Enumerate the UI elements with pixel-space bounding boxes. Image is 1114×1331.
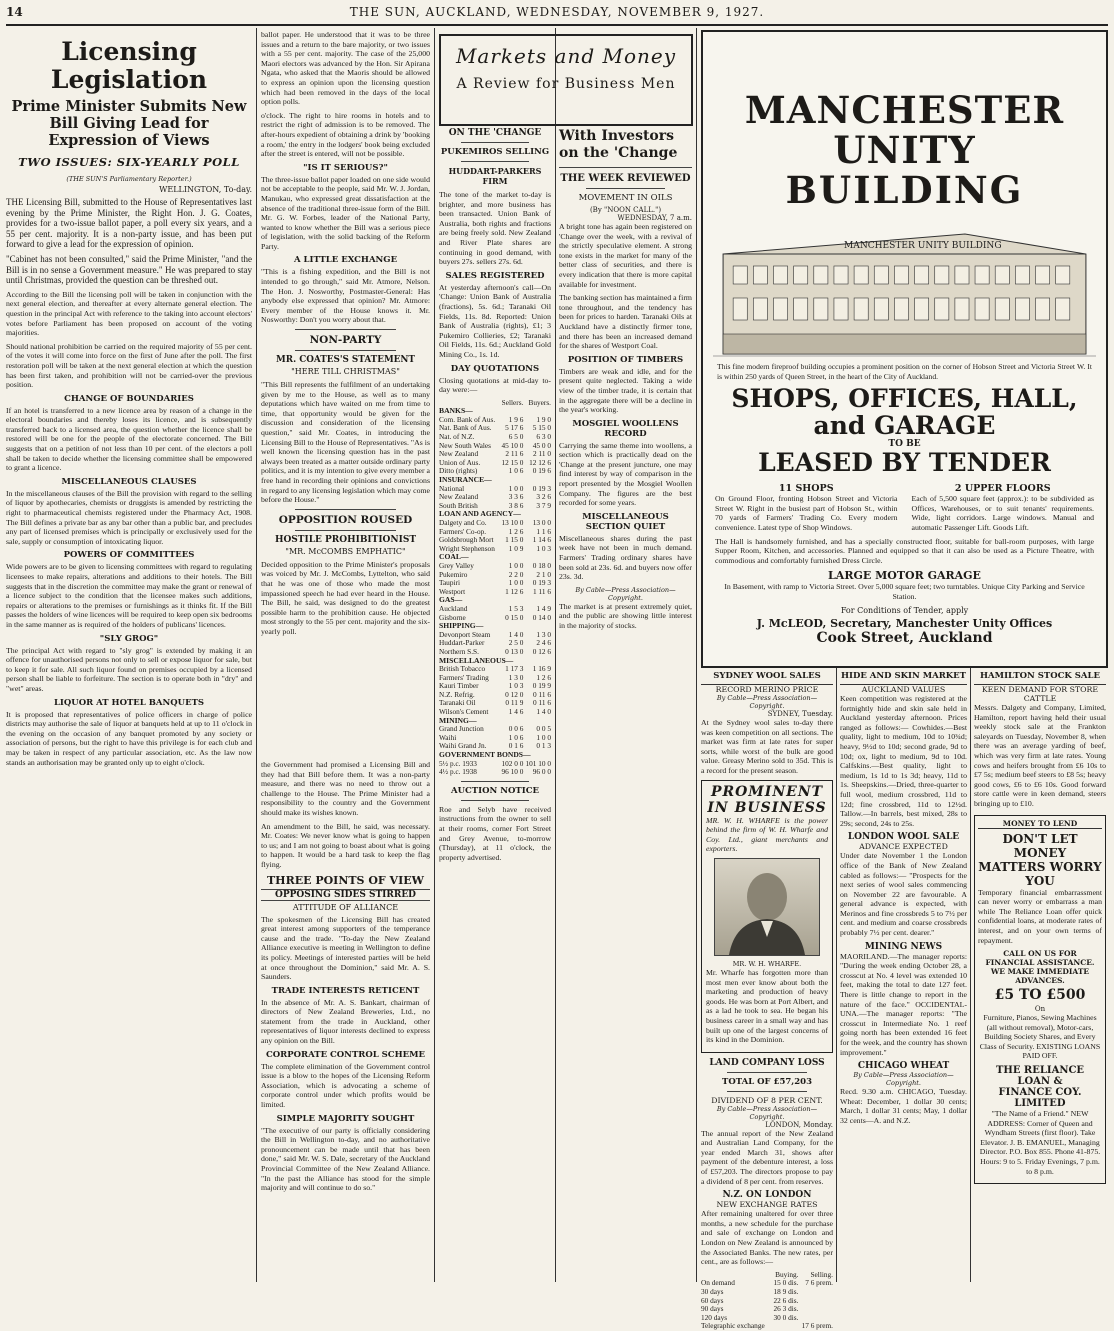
tobe-headline: TO BE xyxy=(888,439,921,450)
quote-group-row: LOAN AND AGENCY— xyxy=(439,509,521,519)
money-address: "The Name of a Friend." NEW ADDRESS: Corner of Queen and Wyndham Streets (first floor). Take Elevator. J. B. EMANUEL, Managing Director. P.O. Box 855. Phone 41-875. Hours: 9 to 5. Friday Evenings, 7 p.m. to 8 p.m. xyxy=(979,1109,1101,1176)
investors-cable: By Cable—Press Association—Copyright. xyxy=(575,585,676,602)
col-buying: Buying. xyxy=(775,1269,799,1279)
portrait-drawing xyxy=(715,859,819,955)
quote-row: Goldsbrough Mort 1 15 0 1 14 6 xyxy=(439,535,551,545)
col-sellers: Sellers. xyxy=(501,397,524,407)
markets-header-box xyxy=(439,34,693,126)
week-head: THE WEEK REVIEWED xyxy=(560,173,691,184)
prominent-title: PROMINENT IN BUSINESS xyxy=(707,783,827,816)
subhead: "IS IT SERIOUS?" xyxy=(303,162,388,173)
article-para: The spokesmen of the Licensing Bill has created great interest among supporters of the temperance cause and the trade. "To-day the New Zealand Alliance executive is meeting in Wellington to define its policy. Meetings of interested parties will be held at once throughout the Dominion," said Mr. A. S. Saunders. xyxy=(261,914,430,982)
coates-head: MR. COATES'S STATEMENT xyxy=(276,355,415,366)
licensing-deck: Prime Minister Submits New Bill Giving Lead for Expression of Views xyxy=(11,98,247,149)
money-on: On xyxy=(1034,1005,1046,1014)
money-company1: THE RELIANCE LOAN & xyxy=(995,1065,1085,1088)
quote-row: Northern S.S. 0 13 0 0 12 6 xyxy=(439,646,551,656)
building-caption: This fine modern fireproof building occupies a prominent position on the corner of Hobson Street and Victoria Street W. It is within 250 yards of Queen Street, in the heart of the City of Auckland. xyxy=(717,362,1092,381)
huddart-head: HUDDART-PARKERS FIRM xyxy=(448,166,542,186)
nonparty-head: NON-PARTY xyxy=(309,334,382,347)
hamilton-head: HAMILTON STOCK SALE xyxy=(974,668,1106,685)
quote-row: Pukemiro 2 2 0 2 1 0 xyxy=(439,569,551,579)
attitude-kicker: ATTITUDE OF ALLIANCE xyxy=(292,902,399,912)
mining-para: MAORILAND.—The manager reports: "During the week ending October 28, a crosscut at No. 4 level was extended 10 feet, making the total to date 127 feet. There is little change to report in the nature of the face." OCCIDENTAL-UNA.—The manager reports: "The crosscut in Intermediate No. 1 reef going north has been extended 16 feet for the week, and the country has shown improvement." xyxy=(840,951,967,1057)
quote-row: Waihi Grand Jn. 0 1 6 0 1 3 xyxy=(439,741,551,751)
quote-row: Farmers' Trading 1 3 0 1 2 6 xyxy=(439,672,551,682)
building-sign-text: MANCHESTER UNITY BUILDING xyxy=(844,241,1002,251)
auction-head: AUCTION NOTICE xyxy=(451,785,539,796)
article-para: o'clock. The right to hire rooms in hotels and to restrict the right of admission is to be removed. The after-hours expedient of obtaining a drink by 'booking a room,' the entry in the lodgers' book being excluded after the street is entered, will not be possible. xyxy=(261,110,430,159)
prominent-box xyxy=(701,780,833,1053)
quote-row: New South Wales 45 10 0 45 0 0 xyxy=(439,440,551,450)
lower-right-column xyxy=(974,668,1106,1282)
exchange-sub: NEW EXCHANGE RATES xyxy=(716,1200,818,1210)
mccombs-kicker: "MR. McCOMBS EMPHATIC" xyxy=(285,546,406,556)
article-para: "The executive of our party is officially considering the Bill in Wellington to-day, and no authoritative pronouncement can be made until that has been done," said Mr. W. S. Dale, secretary of the Auckland Provincial Committee of the New Zealand Alliance. "In the past the Alliance has stood for the simple majority and will continue to do so." xyxy=(261,1125,430,1193)
masthead xyxy=(6,0,1108,26)
investors-para: Miscellaneous shares during the past week have not been in much demand. Farmers' Trading ordinary shares have been sold at 23s. 6d. and buyers now offer 23s. 3d. xyxy=(559,533,692,582)
quote-row: Westport 1 12 6 1 11 6 xyxy=(439,586,551,596)
investors-column xyxy=(559,128,692,1282)
exchange-row: 30 days 18 9 dis. xyxy=(701,1287,799,1296)
col-selling: Selling. xyxy=(810,1269,833,1279)
exchange-row: 60 days 22 6 dis. xyxy=(701,1295,799,1305)
pukemiros-head: PUKEMIROS SELLING xyxy=(440,147,550,157)
licensing-para: Wide powers are to be given to licensing committees with regard to regulating licensees to make repairs, alterations and additions to their hotels. The Bill suggests that in the discretion the committee may make the grant or renewal of a licence subject to the condition that the licensee makes such additions, repairs or alterations to the premises or furnishings as it thinks fit. If the Bill passes the holders of wine licences will be required to keep open six bedrooms in the same manner as is required of the holders of publicans' licences. xyxy=(6,562,252,629)
shops-feature xyxy=(715,483,898,536)
licensing-kicker: TWO ISSUES: SIX-YEARLY POLL xyxy=(18,155,240,169)
investors-dateline: WEDNESDAY, 7 a.m. xyxy=(617,214,692,222)
prominent-para2: Mr. Wharfe has forgotten more than most men ever know about both the marketing and production of heavy goods. He was born at Port Albert, and as a lad he took to sea. He began his business career in a small way and has built up one of the largest concerns of its kind in the Dominion. xyxy=(706,967,828,1045)
hide-para: Keen competition was registered at the fortnightly hide and skin sale held in Auckland yesterday afternoon. Prices ranged as follows:— Cowhides.—Best quality, light to medium, 10d to 10¾d; heavy, 9½d to 10d; second grade, 9d to 10d; ox, light to medium, 9d to 10d. Calfskins.—Best quality, light to medium, 1s 1d to 1s 3d; heavy, 11d to 1s. Sheepskins.—Dried, three-quarter to full wool, medium crossbred, 11d to 12d; fine crossbred, 11d to 12½d. Tallow.—In barrels, best mixed, 28s to 29s; second, 24s to 25s. xyxy=(840,694,967,828)
subhead: MOSGIEL WOOLLENS RECORD xyxy=(572,418,679,439)
ad-features xyxy=(703,483,1106,536)
licensing-para: In the miscellaneous clauses of the Bill the provision with regard to the selling of liquor by apothecaries, chemists or druggists is amended by restricting the right to pharmaceutical chemists registered under the Pharmacy Act, 1908. The Bill defines a private bar as any bar other than a public bar, and precludes any part of licensed premises which is principally or exclusively used for the sale, supply or consumption of intoxicating liquor. xyxy=(6,488,252,546)
hostile-head: HOSTILE PROHIBITIONIST xyxy=(274,534,417,545)
xmas-kicker: "HERE TILL CHRISTMAS" xyxy=(291,367,400,377)
shops-headline: SHOPS, OFFICES, HALL, xyxy=(731,384,1078,414)
quote-group-row: MISCELLANEOUS— xyxy=(439,655,514,665)
wheat-head: CHICAGO WHEAT xyxy=(857,1061,950,1072)
hamilton-para: Messrs. Dalgety and Company, Limited, Hamilton, report having held their usual weekly stock sale at the Frankton saleyards on Tuesday, November 8, when there was an average yarding of beef, which was very firm at late rates. Young cows and heifers brought from £6 10s to £7 5s; medium beef steers to £8 5s; heavy good cows, £6 to £6 10s. Good forward store cattle were in keen demand, steers bringing up to £10. xyxy=(974,703,1106,808)
land-total: TOTAL OF £57,203 xyxy=(722,1076,812,1087)
article-para: "This Bill represents the fulfilment of an undertaking given by me to the House, as well as to many deputations which have waited on me from time to time, that opportunity would be given for the discussion and consideration of the licensing question," said Mr. Coates, in introducing the Licensing Bill to the House of Representatives. "As is well known the licensing question has in the past always been treated as a matter outside ordinary party politics, and it is my intention to give every member a free hand in recording their opinions and convictions in regard to any licensing legislation which may come before the House." xyxy=(261,380,430,505)
quote-row: Devonport Steam 1 4 0 1 3 0 xyxy=(439,629,551,639)
hide-sub: AUCKLAND VALUES xyxy=(861,685,946,694)
subhead: "SLY GROG" xyxy=(99,633,159,644)
three-points-article xyxy=(261,760,430,1282)
leased-headline: LEASED BY TENDER xyxy=(758,448,1051,478)
money-security: Furniture, Pianos, Sewing Machines (all without removal), Motor-cars, Building Society Shares, and Every Class of Security. EXISTING LOANS PAID OFF. xyxy=(979,1013,1101,1061)
exchange-row: 90 days 26 3 dis. xyxy=(701,1304,799,1314)
licensing-dateline: WELLINGTON, To-day. xyxy=(159,185,252,194)
change-head: ON THE 'CHANGE xyxy=(448,128,542,138)
quote-row: Huddart-Parker 2 5 0 2 4 6 xyxy=(439,638,551,648)
subhead: DAY QUOTATIONS xyxy=(450,363,540,374)
article-para: Decided opposition to the Prime Minister's proposals was voiced by Mr. J. McCombs, Lyttelton, who said that he was one of those who made the most impassioned speech he had ever heard in the House. The Bill, he said, was designed to do the greatest possible harm to the prohibition cause. He objected most strongly to the 55 per cent. majority and the six-yearly poll. xyxy=(261,559,430,636)
quote-row: British Tobacco 1 17 3 1 16 9 xyxy=(439,664,551,674)
exchange-row: On demand 15 0 dis. 7 6 prem. xyxy=(701,1278,833,1288)
subhead: A LITTLE EXCHANGE xyxy=(293,255,398,266)
money-advance: WE MAKE IMMEDIATE ADVANCES. xyxy=(990,967,1090,986)
quote-row: Waihi 1 0 6 1 0 0 xyxy=(439,732,551,742)
quote-row: Grand Junction 0 0 6 0 0 5 xyxy=(439,724,551,734)
licensing-lead: THE Licensing Bill, submitted to the House of Representatives last evening by the Prime Minister, the Right Hon. J. G. Coates, provides for a two-issue ballot paper, a poll every six years, and a 55 per cent. majority. It is a non-party issue, and has been put forward to give a lead for the expression of opinion. xyxy=(6,197,252,250)
subhead: LIQUOR AT HOTEL BANQUETS xyxy=(53,697,205,708)
quote-row: Wright Stephenson 1 0 9 1 0 3 xyxy=(439,543,551,553)
investors-para: Timbers are weak and idle, and for the present quite neglected. Taking a wide view of the timber trade, it is certain that in the aggregate there will be a decline in the year's working. xyxy=(559,366,692,415)
col-buyers: Buyers. xyxy=(528,397,551,407)
subhead: CHANGE OF BOUNDARIES xyxy=(64,393,194,404)
quote-row: Kauri Timber 1 0 3 0 19 9 xyxy=(439,681,551,691)
quote-row: Taupiri 1 0 0 0 19 3 xyxy=(439,578,551,588)
article-para: ballot paper. He understood that it was to be three issues and a return to the bare majority, or two issues with a 55 per cent. majority. The case of the 25,000 Maori electors was advanced by the Hon. Sir Apirana Ngata, who asked that the Maoris should be allowed to express an opinion upon the licensing question which had been removed in the days of the local option polls. xyxy=(261,30,430,107)
hide-head: HIDE AND SKIN MARKET xyxy=(840,668,967,685)
subhead: MISCELLANEOUS CLAUSES xyxy=(61,476,197,487)
wheat-cable: By Cable—Press Association—Copyright. xyxy=(853,1071,954,1088)
quote-group-row: GAS— xyxy=(439,595,463,605)
hamilton-sub: KEEN DEMAND FOR STORE CATTLE xyxy=(981,685,1099,703)
article-para: In the absence of Mr. A. S. Bankart, chairman of directors of New Zealand Breweries, Ltd., no statement from the trade in Auckland, other representatives of liquor interests declined to express any opinion on the Bill. xyxy=(261,997,430,1046)
upper-feature-head: 2 UPPER FLOORS xyxy=(954,483,1051,495)
motor-text: In Basement, with ramp to Victoria Street. Over 5,000 square feet; two turntables. Unique City Parking and Service Station. xyxy=(724,582,1085,601)
quote-row: Dalgety and Co. 13 10 0 13 0 0 xyxy=(439,518,551,527)
quote-row: National 1 0 0 0 19 3 xyxy=(439,483,551,493)
prominent-para: MR. W. H. WHARFE is the power behind the firm of W. H. Wharfe and Coy. Ltd., giant merchants and exporters. xyxy=(706,815,828,854)
quote-row: Farmers' Co-op. 1 2 6 1 1 6 xyxy=(439,526,551,536)
quote-row: Wilson's Cement 1 4 6 1 4 0 xyxy=(439,707,551,717)
land-dividend: DIVIDEND OF 8 PER CENT. xyxy=(711,1095,823,1105)
markets-para: At yesterday afternoon's call—On 'Change: Union Bank of Australia (fractions), 5s. 6d.; Taranaki Oil Fields, 11s. 8d. Reported: Union Bank of Australia (rights), £1; 3 Pukemiro Collieries, £2; Taranaki Oil Fields, 11s. 6d.; Auckland Gold Mining Co., 1s. 1d. xyxy=(439,282,551,359)
quotations-table xyxy=(439,399,551,777)
markets-para: The tone of the market to-day is brighter, and more business has been transacted. Union Bank of Australia, both rights and fractions are being freely sold. New Zealand and River Plate shares are continuing in good demand, with buyers 27s. sellers 27s. 6d. xyxy=(439,190,551,267)
shops-feature-text: On Ground Floor, fronting Hobson Street and Victoria Street W. Right in the busiest part of Hobson St., within 70 yards of Farmers' Trading Co. Every modern convenience. Latest type of Shop Windows. xyxy=(715,494,898,532)
wool-dateline: SYDNEY, Tuesday. xyxy=(767,710,833,718)
markets-title: Markets and Money xyxy=(455,44,677,68)
exchange-table xyxy=(701,1271,833,1331)
portrait-caption: MR. W. H. WHARFE. xyxy=(732,959,802,968)
building-title: BUILDING xyxy=(785,168,1024,212)
wool-para: At the Sydney wool sales to-day there was keen competition on all sections. The market was firm at late rates for super sorts, while worst of the bulk are good value. Greasy Merino sold to 35d. This is a record for the present season. xyxy=(701,718,833,775)
licensing-byline: (THE SUN'S Parliamentary Reporter.) xyxy=(66,175,192,183)
subhead: SIMPLE MAJORITY SOUGHT xyxy=(276,1113,415,1124)
quote-group-row: SHIPPING— xyxy=(439,621,484,631)
article-para: "This is a fishing expedition, and the Bill is not intended to go through," said Mr. Atmore, Nelson. The Hon. J. Nosworthy, Postmaster-General: Has anybody else expressed that opinion? Mr. Atmore: Every member of the House knows it. Mr. Nosworthy: Don't you worry about that. xyxy=(261,267,430,325)
conditions-text: For Conditions of Tender, apply xyxy=(840,605,969,615)
money-call: CALL ON US FOR FINANCIAL ASSISTANCE. xyxy=(985,949,1095,968)
investors-para: The banking section has maintained a firm tone throughout, and the tendency has been for prices to harden. Taranaki Oils at Auckland have a distinctly firmer tone, and there has been an increased demand for the shares of Westport Coal. xyxy=(559,293,692,351)
licensing-article xyxy=(6,30,252,1282)
page-number: 14 xyxy=(6,5,23,19)
quote-row: Auckland 1 5 3 1 4 9 xyxy=(439,603,551,613)
quote-group-row: GOVERNMENT BONDS— xyxy=(439,750,531,760)
quote-row: Nat. Bank of Aus. 5 17 6 5 15 0 xyxy=(439,423,551,433)
money-company2: FINANCE COY. LIMITED xyxy=(998,1087,1082,1110)
article-para: the Government had promised a Licensing Bill and they had that Bill before them. It was a non-party measure, and there was no need to throw out a challenge to the House. The Prime Minister had a responsibility to the country and the Government should make its wishes known. xyxy=(261,760,430,817)
markets-subtitle: A Review for Business Men xyxy=(456,76,676,92)
quote-row: New Zealand 3 3 6 3 2 6 xyxy=(439,492,551,502)
licensing-para: Should national prohibition be carried on the required majority of 55 per cent. of the votes it will come into force on the first of June after the poll. The first restoration poll will be taken at the next general election at which the question has been first taken, and prohibition will not be carried-over the previous position. xyxy=(6,341,252,390)
hall-text: The Hall is handsomely furnished, and has a specially constructed floor, suitable for ball-room purposes, with large Supper Room, Kitchen, and accessories. Planned and equipped so that it can also be used as a Picture Theatre, with commodious and comfortably furnished Dress Circle. xyxy=(715,536,1094,565)
quote-row: 5½ p.c. 1933 102 0 0 101 10 0 xyxy=(439,758,551,768)
londonwool-para: Under date November 1 the London office of the Bank of New Zealand cabled as follows:— "Prospects for the next series of wool sales commencing on November 22 are favourable. A general advance is expected, with Merinos and fine crossbreds 5 to 7½ per cent. and medium and coarse crossbreds probably 7½ per cent. dearer." xyxy=(840,851,967,938)
masthead-title: THE SUN, AUCKLAND, WEDNESDAY, NOVEMBER 9, 1927. xyxy=(349,5,765,19)
licensing-para: The principal Act with regard to "sly grog" is extended by making it an offence for unauthorised persons not only to sell or expose liquor for sale, but to keep it for sale. All such liquor found on premises occupied by a licensed person shall be liable to forfeiture. The section is to operate both in "dry" and "wet" areas. xyxy=(6,645,252,693)
reliance-loan-ad xyxy=(974,815,1106,1185)
land-dateline: LONDON, Monday. xyxy=(765,1120,833,1129)
mining-head: MINING NEWS xyxy=(864,941,943,952)
money-banner: MONEY TO LEND xyxy=(978,819,1102,829)
opposition-head: OPPOSITION ROUSED xyxy=(278,513,413,526)
licensing-para: If an hotel is transferred to a new licence area by reason of a change in the electoral boundaries and thereby loses its licence, and is subsequently transferred back to a licensed area, the question whether the licence shall be restored will be one for the people of the electorate concerned. The Bill suggests that on a petition of not less than 10 per cent. of the electors a poll shall be taken to decide whether the licensing committee shall be empowered to grant a licence. xyxy=(6,405,252,473)
investors-para: A bright tone has again been registered on 'Change over the week, with a revival of the strictly speculative element. A strong tone exists in the market for many of the better class of securities, and there is every indication that there is more capital available for investment. xyxy=(559,222,692,289)
street-text: Cook Street, Auckland xyxy=(816,629,993,646)
quote-row: Gisborne 0 15 0 0 14 0 xyxy=(439,612,551,622)
article-para: An amendment to the Bill, he said, was necessary. Mr. Coates: We never know what is going to happen to us; and I am not going to boast about what is going to happen. It would be a hard task to keep the flag flying. xyxy=(261,821,430,869)
quote-group-row: COAL— xyxy=(439,552,469,562)
land-cable: By Cable—Press Association—Copyright. xyxy=(716,1104,818,1121)
quote-row: South British 3 8 6 3 7 9 xyxy=(439,500,551,510)
quote-row: Nat. of N.Z. 6 5 0 6 3 0 xyxy=(439,432,551,442)
upper-feature-text: Each of 5,500 square feet (approx.): to be subdivided as Offices, Warehouses, or to suit tenants' requirements. Wide, light corridors. Large windows. Manual and automatic Passenger Lift. Goods Lift. xyxy=(911,494,1094,532)
lower-middle-column xyxy=(840,668,967,1282)
motor-head: LARGE MOTOR GARAGE xyxy=(828,569,981,583)
londonwool-sub: ADVANCE EXPECTED xyxy=(859,842,948,852)
quote-row: 4½ p.c. 1938 96 10 0 96 0 0 xyxy=(439,767,551,777)
quote-row: Com. Bank of Aus. 1 9 6 1 9 0 xyxy=(439,414,551,424)
quote-group-row: INSURANCE— xyxy=(439,475,492,485)
wheat-para: Recd. 9.30 a.m. CHICAGO, Tuesday. Wheat: December, 1 dollar 30 cents; March, 1 dollar 31 cents; May, 1 dollar 32 cents—A. and N.Z. xyxy=(840,1087,967,1125)
subhead: CORPORATE CONTROL SCHEME xyxy=(266,1049,425,1060)
sydney-wool-head: SYDNEY WOOL SALES xyxy=(701,668,833,685)
quote-row: N.Z. Refrig. 0 12 0 0 11 6 xyxy=(439,689,551,699)
land-para: The annual report of the New Zealand and Australian Land Company, for the year ended March 31, shows after payment of the debenture interest, a loss of £57,203. The directors propose to pay a dividend of 8 per cent. from reserves. xyxy=(701,1128,833,1186)
land-head: LAND COMPANY LOSS xyxy=(709,1057,825,1068)
quote-row: Union of Aus. 12 15 0 12 12 6 xyxy=(439,457,551,467)
licensing-para: "Cabinet has not been consulted," said the Prime Minister, "and the Bill is in no sense a Government measure." He was prepared to stay until Christmas, provided the question can be threshed out. xyxy=(6,253,252,286)
quote-row: Taranaki Oil 0 11 9 0 11 6 xyxy=(439,698,551,708)
manchester-unity-ad xyxy=(701,30,1108,668)
change-column xyxy=(439,128,551,1282)
shops-feature-head: 11 SHOPS xyxy=(778,483,834,495)
three-points-head: THREE POINTS OF VIEW xyxy=(267,873,424,887)
article-para: The complete elimination of the Government control issue is a blow to the hopes of the Licensing Reform Association, which is advocating a scheme of corporate control under which profits would be limited. xyxy=(261,1061,430,1110)
investors-byline: (By "NOON CALL.") xyxy=(589,206,662,214)
money-amount: £5 TO £500 xyxy=(994,987,1086,1004)
quote-row: Grey Valley 1 0 0 0 18 0 xyxy=(439,560,551,570)
licensing-para: According to the Bill the licensing poll will be taken in conjunction with the next general election, and thereafter at every alternate general election. The question in the principal Act with reference to the taking into account electors' votes before Parliament has been proposed on account of the voting majorities. xyxy=(6,289,252,338)
garage-headline: and GARAGE xyxy=(813,411,996,441)
upper-feature xyxy=(912,483,1095,536)
opposing-head: OPPOSING SIDES STIRRED xyxy=(261,889,430,901)
licensing-title: Licensing Legislation xyxy=(50,37,208,94)
londonwool-head: LONDON WOOL SALE xyxy=(847,832,960,843)
sydney-wool-sub: RECORD MERINO PRICE xyxy=(715,685,819,694)
quote-group-row: BANKS— xyxy=(439,406,473,416)
subhead: SALES REGISTERED xyxy=(445,270,545,281)
exchange-row: 120 days 30 0 dis. xyxy=(701,1312,799,1322)
quote-row: New Zealand 2 11 6 2 11 0 xyxy=(439,449,551,459)
subhead: MISCELLANEOUS SECTION QUIET xyxy=(582,511,669,532)
building-drawing xyxy=(713,214,1096,362)
manchester-title: MANCHESTER UNITY xyxy=(744,88,1065,172)
building-illustration xyxy=(713,214,1096,362)
lower-left-column xyxy=(701,668,833,1331)
investors-title: With Investors on the 'Change xyxy=(559,128,678,161)
exchange-para: After remaining unaltered for over three months, a new schedule for the purchase and sale of exchange on London and London on New Zealand is announced by the Associated Banks. The new rates, per cent., are as follows:— xyxy=(701,1209,833,1267)
markets-para: Roe and Selyb have received instructions from the owner to sell at their rooms, corner Fort Street and Grey Avenue, to-morrow (Thursday), at 11 o'clock, the property advertised. xyxy=(439,804,551,862)
investors-para: The market is at present extremely quiet, and the public are showing little interest in the majority of stocks. xyxy=(559,601,692,630)
markets-para: Closing quotations at mid-day to-day were:— xyxy=(439,375,551,395)
article-para: The three-issue ballot paper loaded on one side would not be acceptable to the people, said Mr. W. J. Jordan, Manukau, who expressed great dissatisfaction at the absence of the traditional three-issue form of the Bill. Mr. G. W. Forbes, leader of the National Party, wanted to know whether the Bill was a serious piece of legislation, with the solid backing of the Reform Party. xyxy=(261,174,430,251)
wharfe-portrait xyxy=(714,858,820,956)
money-h1: DON'T LET MONEY xyxy=(1002,831,1078,860)
subhead: TRADE INTERESTS RETICENT xyxy=(271,985,420,996)
licensing-para: It is proposed that representatives of police officers in charge of police districts may authorise the sale of liquor at banquets held at up to 11 o'clock in the evening on the occasion of any banquet promoted by any society or association of persons, but the right to have this privilege is for each club and may be taken in respect of any particular association, etc. As the law now stands an authorisation may be granted only up to eight o'clock. xyxy=(6,709,252,767)
movement-head: MOVEMENT IN OILS xyxy=(578,193,673,203)
quote-group-row: MINING— xyxy=(439,715,477,725)
quote-row: Ditto (rights) 1 0 6 0 19 6 xyxy=(439,466,551,476)
investors-para: Carrying the same theme into woollens, a section which is practically dead on the 'Change at the present juncture, one may find interest by way of comparison in the report presented by the Mosgiel Woollen Company. The figures are the best recorded for some years. xyxy=(559,440,692,508)
exchange-row: Telegraphic exchange 17 6 prem. xyxy=(701,1321,833,1331)
exchange-head: N.Z. ON LONDON xyxy=(722,1190,812,1201)
subhead: POWERS OF COMMITTEES xyxy=(63,550,195,561)
applicant-text: J. McLEOD, Secretary, Manchester Unity Offices xyxy=(756,616,1053,630)
money-para: Temporary financial embarrassment can never worry or embarrass a man while The Reliance Loan offer quick confidential loans, at moderate rates of interest, and on your own terms of repayment. xyxy=(978,887,1102,945)
wool-cable: By Cable—Press Association—Copyright. xyxy=(716,694,818,710)
subhead: POSITION OF TIMBERS xyxy=(567,354,684,365)
money-h2: MATTERS WORRY YOU xyxy=(978,859,1102,888)
